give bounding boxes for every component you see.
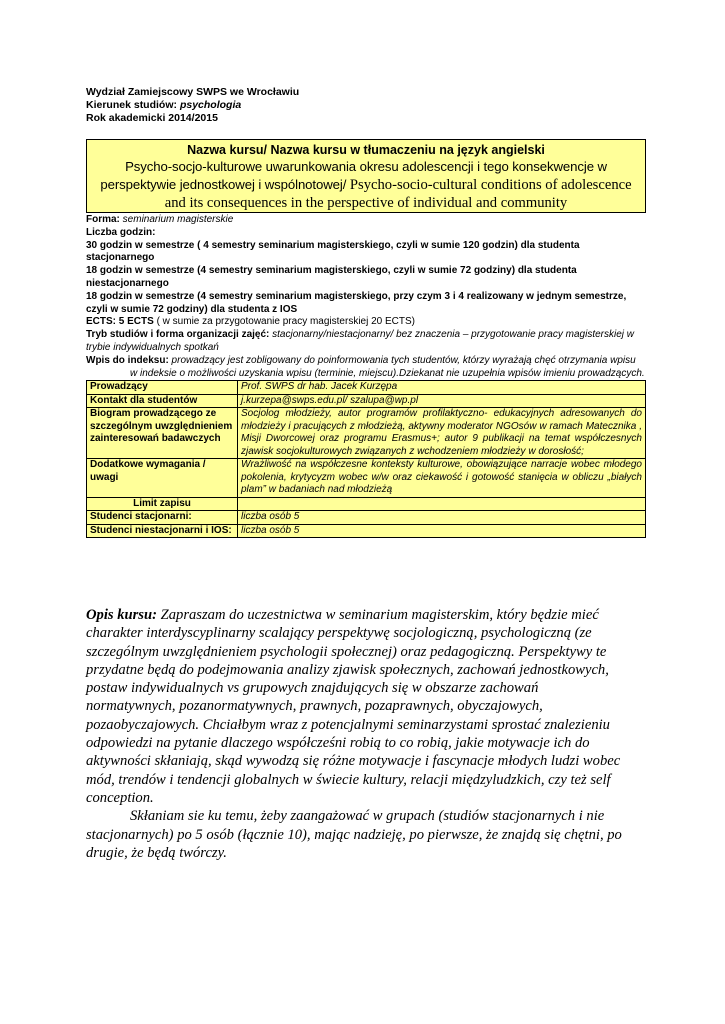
enrollment-limit-value (238, 497, 646, 511)
requirements-label: Dodatkowe wymagania / uwagi (87, 459, 238, 498)
mode-label: Tryb studiów i forma organizacji zajęć: (86, 329, 270, 341)
table-row (87, 381, 646, 395)
course-details-table (86, 380, 646, 538)
hours-line-3: 18 godzin w semestrze (4 semestry seminarium magisterskiego, przy czym 3 i 4 realizowany w jednym semestrze, czyli w sumie 72 godziny) dla studenta z IOS (86, 290, 627, 315)
bio-value: Socjolog młodzieży, autor programów profilaktyczno- edukacyjnych adresowanych do młodzieży i pracujących z młodzieżą, aktywny moderator NGOsów w ramach Matecznika , Misji Dworcowej oraz programu Erasmus+; autor 9 publikacji na temat współczesnych zjawisk socjokulturowych związanych z wchodzeniem młodzieży w dorosłość; (238, 408, 646, 459)
course-title-label: Nazwa kursu/ Nazwa kursu w tłumaczeniu na język angielski (187, 143, 545, 157)
table-row (87, 524, 646, 538)
contact-label: Kontakt dla studentów (87, 394, 238, 408)
form-label: Forma: (86, 214, 120, 225)
field-label: Kierunek studiów: (86, 99, 180, 111)
index-entry-label: Wpis do indeksu: (86, 354, 169, 366)
table-row (87, 408, 646, 459)
ects-value: ( w sumie za przygotowanie pracy magisterskiej 20 ECTS) (153, 316, 415, 328)
course-info (86, 214, 646, 380)
parttime-students-value: liczba osób 5 (238, 524, 646, 538)
form-line (86, 214, 646, 227)
contact-value: j.kurzepa@swps.edu.pl/ szalupa@wp.pl (238, 394, 646, 408)
academic-year: Rok akademicki 2014/2015 (86, 112, 218, 124)
bio-label: Biogram prowadzącego ze szczególnym uwzględnieniem zainteresowań badawczych (87, 408, 238, 459)
table-row (87, 459, 646, 498)
index-entry-value-1: prowadzący jest zobligowany do poinformowania tych studentów, którzy wyrażają chęć otrzymania wpisu (168, 354, 636, 366)
field-of-study (86, 99, 646, 112)
mode-value: stacjonarny/niestacjonarny/ bez znaczenia – przygotowanie pracy magisterskiej w trybie indywidualnych spotkań (86, 329, 634, 353)
hours-line-2: 18 godzin w semestrze (4 semestry seminarium magisterskiego, czyli w sumie 72 godziny) dla studenta niestacjonarnego (86, 265, 577, 289)
requirements-value: Wrażliwość na współczesne konteksty kulturowe, obowiązujące narracje wobec młodego pokolenia, krytycyzm wobec w/w oraz ciekawość i gotowość stanięcia w obliczu „białych plam” w badaniach nad młodzieżą (238, 459, 646, 498)
mode-line (86, 329, 646, 355)
ects-line (86, 316, 646, 329)
fulltime-students-label: Studenci stacjonarni: (87, 511, 238, 525)
course-description (86, 606, 626, 862)
faculty-name: Wydział Zamiejscowy SWPS we Wrocławiu (86, 86, 300, 98)
index-entry-continuation: w indeksie o możliwości uzyskania wpisu (terminie, miejscu).Dziekanat nie uzupełnia wpisów imieniu prowadzących. (130, 367, 645, 379)
parttime-students-label: Studenci niestacjonarni i IOS: (87, 524, 238, 538)
table-row (87, 497, 646, 511)
document-page (86, 86, 646, 538)
course-description-paragraph-2: Skłaniam sie ku temu, żeby zaangażować w grupach (studiów stacjonarnych i nie stacjonarnych) po 5 osób (łącznie 10), mając nadzieję, po pierwsze, że znajdą się chętni, po drugie, że będą twórczy. (86, 808, 622, 861)
course-description-label: Opis kursu: (86, 607, 157, 623)
field-value: psychologia (179, 99, 242, 111)
ects-label: ECTS: 5 ECTS (86, 316, 154, 328)
form-value: seminarium magisterskie (119, 214, 234, 225)
course-title (91, 158, 641, 212)
instructor-value: Prof. SWPS dr hab. Jacek Kurzępa (238, 381, 646, 395)
instructor-label: Prowadzący (87, 381, 238, 395)
fulltime-students-value: liczba osób 5 (238, 511, 646, 525)
course-title-polish: Psycho-socjo-kulturowe uwarunkowania okresu adolescencji i tego konsekwencje w perspektywie jednostkowej i wspólnotowej/ (100, 159, 607, 192)
course-title-box (86, 139, 646, 213)
course-title-english: Psycho-socio-cultural conditions of adolescence and its consequences in the perspective of individual and community (164, 177, 632, 211)
table-row (87, 394, 646, 408)
course-description-paragraph-1 (86, 606, 626, 807)
course-description-text: Zapraszam do uczestnictwa w seminarium magisterskim, który będzie mieć charakter interdyscyplinarny scalający perspektywę socjologiczną, psychologiczną (ze szczególnym uwzględnieniem psychologii społecznej) oraz pedagogiczną. Perspektywy te przydatne będą do podejmowania analizy zjawisk społecznych, zachowań jednostkowych, postaw indywidualnych vs grupowych znajdujących się w obszarze zachowań normatywnych, pozanormatywnych, prawnych, pozaprawnych, obyczajowych, pozaobyczajowych. Chciałbym wraz z potencjalnymi seminarzystami sprostać znalezieniu odpowiedzi na pytanie dlaczego współcześni robią to co robią, jakie motywacje ich do aktywności skłaniają, skąd wywodzą się różne motywacje i fascynacje młodych ludzi wobec mód, trendów i tendencji globalnych w świecie kultury, relacji międzyludzkich, czy też self conception. (86, 607, 621, 806)
enrollment-limit-label: Limit zapisu (87, 497, 238, 511)
hours-line-1: 30 godzin w semestrze ( 4 semestry seminarium magisterskiego, czyli w sumie 120 godzin) dla studenta stacjonarnego (86, 239, 580, 264)
table-row (87, 511, 646, 525)
index-entry-line (86, 355, 646, 368)
hours-label: Liczba godzin: (86, 226, 156, 238)
